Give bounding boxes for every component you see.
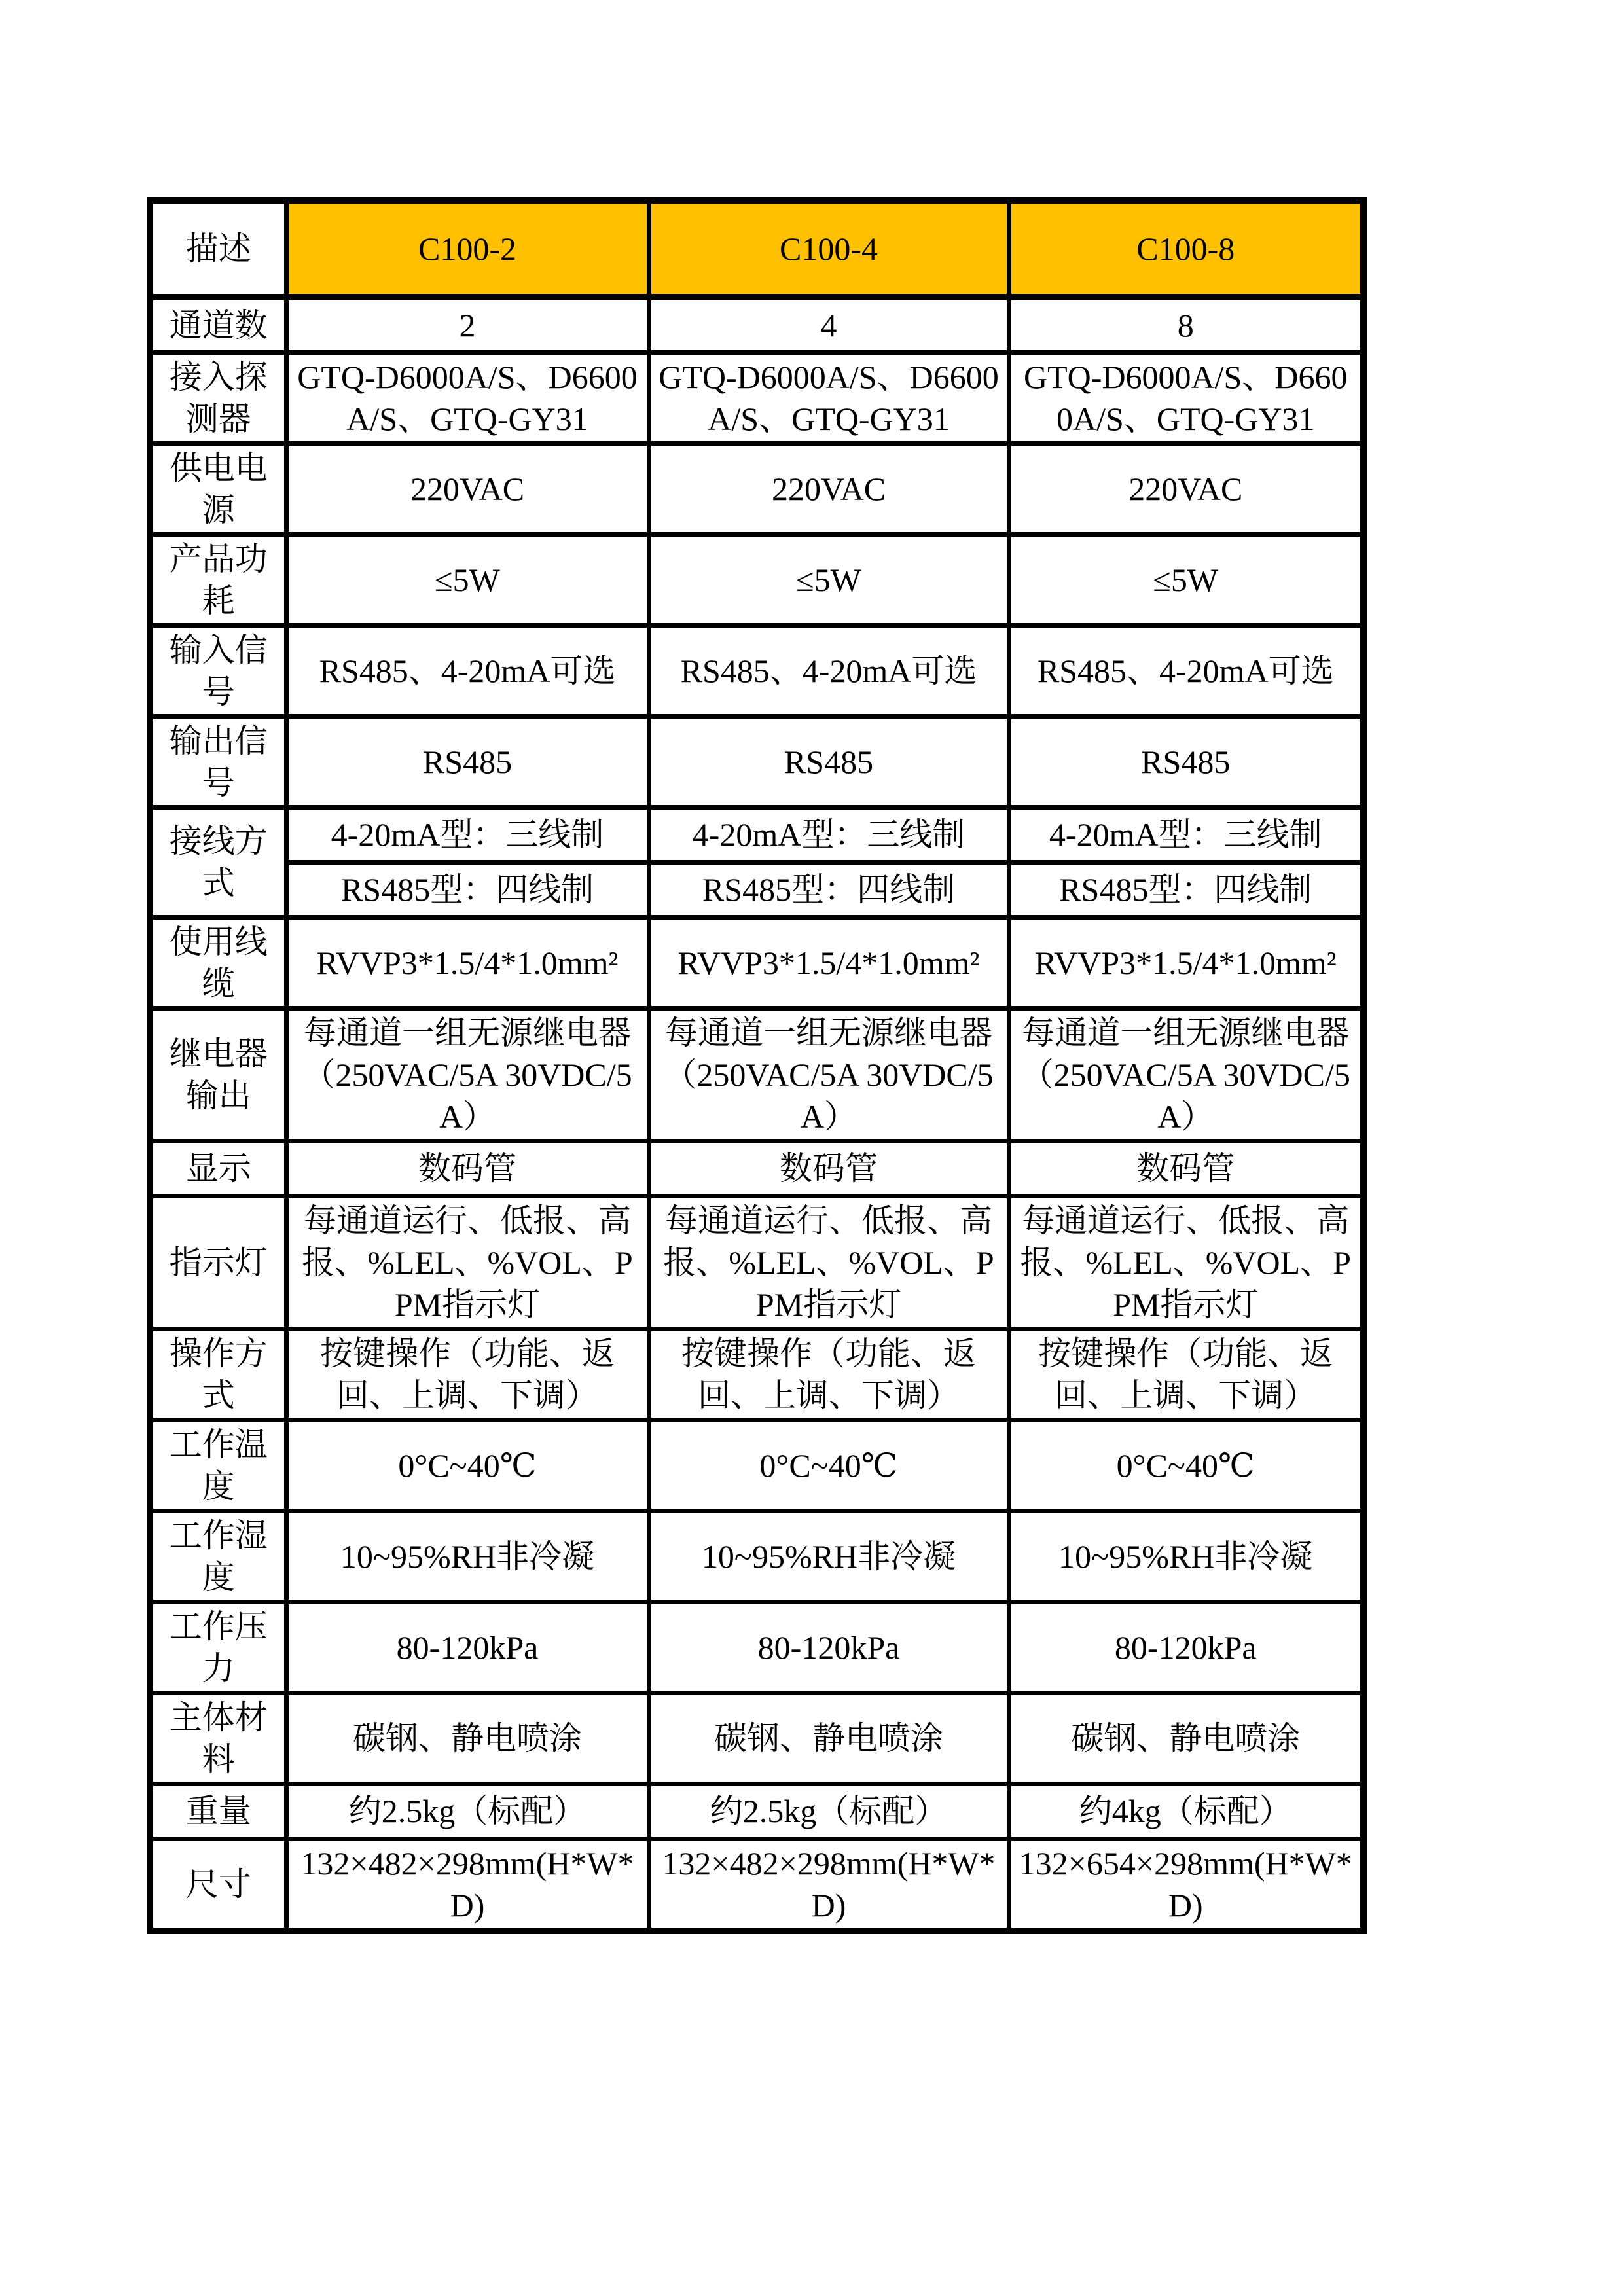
- spec-cell: 4-20mA型：三线制: [286, 807, 649, 862]
- row-label: 操作方式: [150, 1329, 286, 1420]
- spec-cell: 数码管: [1009, 1141, 1363, 1196]
- table-row-detectors: [150, 352, 1363, 443]
- spec-cell: 80-120kPa: [286, 1602, 649, 1693]
- spec-cell: GTQ-D6000A/S、D6600A/S、GTQ-GY31: [286, 352, 649, 443]
- row-label: 显示: [150, 1141, 286, 1196]
- spec-cell: 10~95%RH非冷凝: [286, 1511, 649, 1602]
- header-cell-c100-2: C100-2: [286, 200, 649, 297]
- spec-cell: 0°C~40℃: [649, 1420, 1009, 1511]
- spec-cell: 每通道一组无源继电器（250VAC/5A 30VDC/5A）: [1009, 1008, 1363, 1141]
- spec-cell: 8: [1009, 297, 1363, 352]
- row-label: 工作压力: [150, 1602, 286, 1693]
- spec-cell: ≤5W: [286, 534, 649, 625]
- spec-cell: 4: [649, 297, 1009, 352]
- row-label: 接线方式: [150, 807, 286, 917]
- table-row-humidity: [150, 1511, 1363, 1602]
- spec-cell: 132×482×298mm(H*W*D): [286, 1839, 649, 1931]
- spec-cell: 数码管: [649, 1141, 1009, 1196]
- spec-cell: RS485型：四线制: [1009, 862, 1363, 917]
- spec-cell: RVVP3*1.5/4*1.0mm²: [286, 917, 649, 1008]
- spec-cell: 0°C~40℃: [1009, 1420, 1363, 1511]
- row-label: 使用线缆: [150, 917, 286, 1008]
- table-row-output-signal: [150, 716, 1363, 807]
- spec-cell: 每通道运行、低报、高报、%LEL、%VOL、PPM指示灯: [649, 1196, 1009, 1329]
- table-row-display: [150, 1141, 1363, 1196]
- spec-cell: 碳钢、静电喷涂: [1009, 1693, 1363, 1784]
- table-row-channels: [150, 297, 1363, 352]
- spec-table: [147, 197, 1367, 1934]
- spec-cell: RS485、4-20mA可选: [649, 625, 1009, 716]
- table-row-pressure: [150, 1602, 1363, 1693]
- row-label: 产品功耗: [150, 534, 286, 625]
- spec-cell: 80-120kPa: [1009, 1602, 1363, 1693]
- spec-cell: 4-20mA型：三线制: [1009, 807, 1363, 862]
- table-row-indicator: [150, 1196, 1363, 1329]
- table-row-power-supply: [150, 443, 1363, 534]
- spec-cell: 数码管: [286, 1141, 649, 1196]
- spec-cell: RS485、4-20mA可选: [1009, 625, 1363, 716]
- spec-cell: RS485: [649, 716, 1009, 807]
- row-label: 工作温度: [150, 1420, 286, 1511]
- spec-cell: 按键操作（功能、返回、上调、下调）: [1009, 1329, 1363, 1420]
- spec-cell: 按键操作（功能、返回、上调、下调）: [286, 1329, 649, 1420]
- spec-cell: RS485、4-20mA可选: [286, 625, 649, 716]
- spec-cell: 约2.5kg（标配）: [649, 1784, 1009, 1839]
- row-label: 输出信号: [150, 716, 286, 807]
- spec-cell: 2: [286, 297, 649, 352]
- header-label: 描述: [150, 200, 286, 297]
- table-row-material: [150, 1693, 1363, 1784]
- spec-cell: 220VAC: [1009, 443, 1363, 534]
- spec-cell: 132×482×298mm(H*W*D): [649, 1839, 1009, 1931]
- row-label: 输入信号: [150, 625, 286, 716]
- spec-cell: RS485型：四线制: [286, 862, 649, 917]
- spec-cell: GTQ-D6000A/S、D6600A/S、GTQ-GY31: [1009, 352, 1363, 443]
- spec-cell: 80-120kPa: [649, 1602, 1009, 1693]
- table-row-operation: [150, 1329, 1363, 1420]
- header-cell-c100-8: C100-8: [1009, 200, 1363, 297]
- row-label: 尺寸: [150, 1839, 286, 1931]
- spec-cell: 约4kg（标配）: [1009, 1784, 1363, 1839]
- spec-cell: 132×654×298mm(H*W*D): [1009, 1839, 1363, 1931]
- spec-cell: 0°C~40℃: [286, 1420, 649, 1511]
- row-label: 继电器输出: [150, 1008, 286, 1141]
- spec-cell: 每通道运行、低报、高报、%LEL、%VOL、PPM指示灯: [286, 1196, 649, 1329]
- spec-cell: 按键操作（功能、返回、上调、下调）: [649, 1329, 1009, 1420]
- table-row-weight: [150, 1784, 1363, 1839]
- table-row-wiring-1: [150, 807, 1363, 862]
- spec-cell: 220VAC: [649, 443, 1009, 534]
- spec-cell: 220VAC: [286, 443, 649, 534]
- table-row-relay-output: [150, 1008, 1363, 1141]
- spec-cell: 4-20mA型：三线制: [649, 807, 1009, 862]
- spec-cell: 每通道运行、低报、高报、%LEL、%VOL、PPM指示灯: [1009, 1196, 1363, 1329]
- spec-cell: RS485: [286, 716, 649, 807]
- spec-cell: 每通道一组无源继电器（250VAC/5A 30VDC/5A）: [649, 1008, 1009, 1141]
- spec-cell: RS485型：四线制: [649, 862, 1009, 917]
- table-row-dimensions: [150, 1839, 1363, 1931]
- spec-cell: 10~95%RH非冷凝: [1009, 1511, 1363, 1602]
- header-cell-c100-4: C100-4: [649, 200, 1009, 297]
- row-label: 主体材料: [150, 1693, 286, 1784]
- row-label: 重量: [150, 1784, 286, 1839]
- spec-cell: GTQ-D6000A/S、D6600A/S、GTQ-GY31: [649, 352, 1009, 443]
- spec-cell: RVVP3*1.5/4*1.0mm²: [1009, 917, 1363, 1008]
- header-row: [150, 200, 1363, 297]
- spec-cell: 碳钢、静电喷涂: [286, 1693, 649, 1784]
- row-label: 供电电源: [150, 443, 286, 534]
- spec-cell: ≤5W: [649, 534, 1009, 625]
- table-row-input-signal: [150, 625, 1363, 716]
- table-row-cable: [150, 917, 1363, 1008]
- spec-cell: 碳钢、静电喷涂: [649, 1693, 1009, 1784]
- table-row-power-consumption: [150, 534, 1363, 625]
- row-label: 工作湿度: [150, 1511, 286, 1602]
- row-label: 接入探测器: [150, 352, 286, 443]
- spec-cell: 约2.5kg（标配）: [286, 1784, 649, 1839]
- spec-cell: ≤5W: [1009, 534, 1363, 625]
- table-row-temperature: [150, 1420, 1363, 1511]
- spec-cell: 10~95%RH非冷凝: [649, 1511, 1009, 1602]
- spec-cell: RVVP3*1.5/4*1.0mm²: [649, 917, 1009, 1008]
- row-label: 指示灯: [150, 1196, 286, 1329]
- spec-cell: 每通道一组无源继电器（250VAC/5A 30VDC/5A）: [286, 1008, 649, 1141]
- table-row-wiring-2: [150, 862, 1363, 917]
- row-label: 通道数: [150, 297, 286, 352]
- spec-cell: RS485: [1009, 716, 1363, 807]
